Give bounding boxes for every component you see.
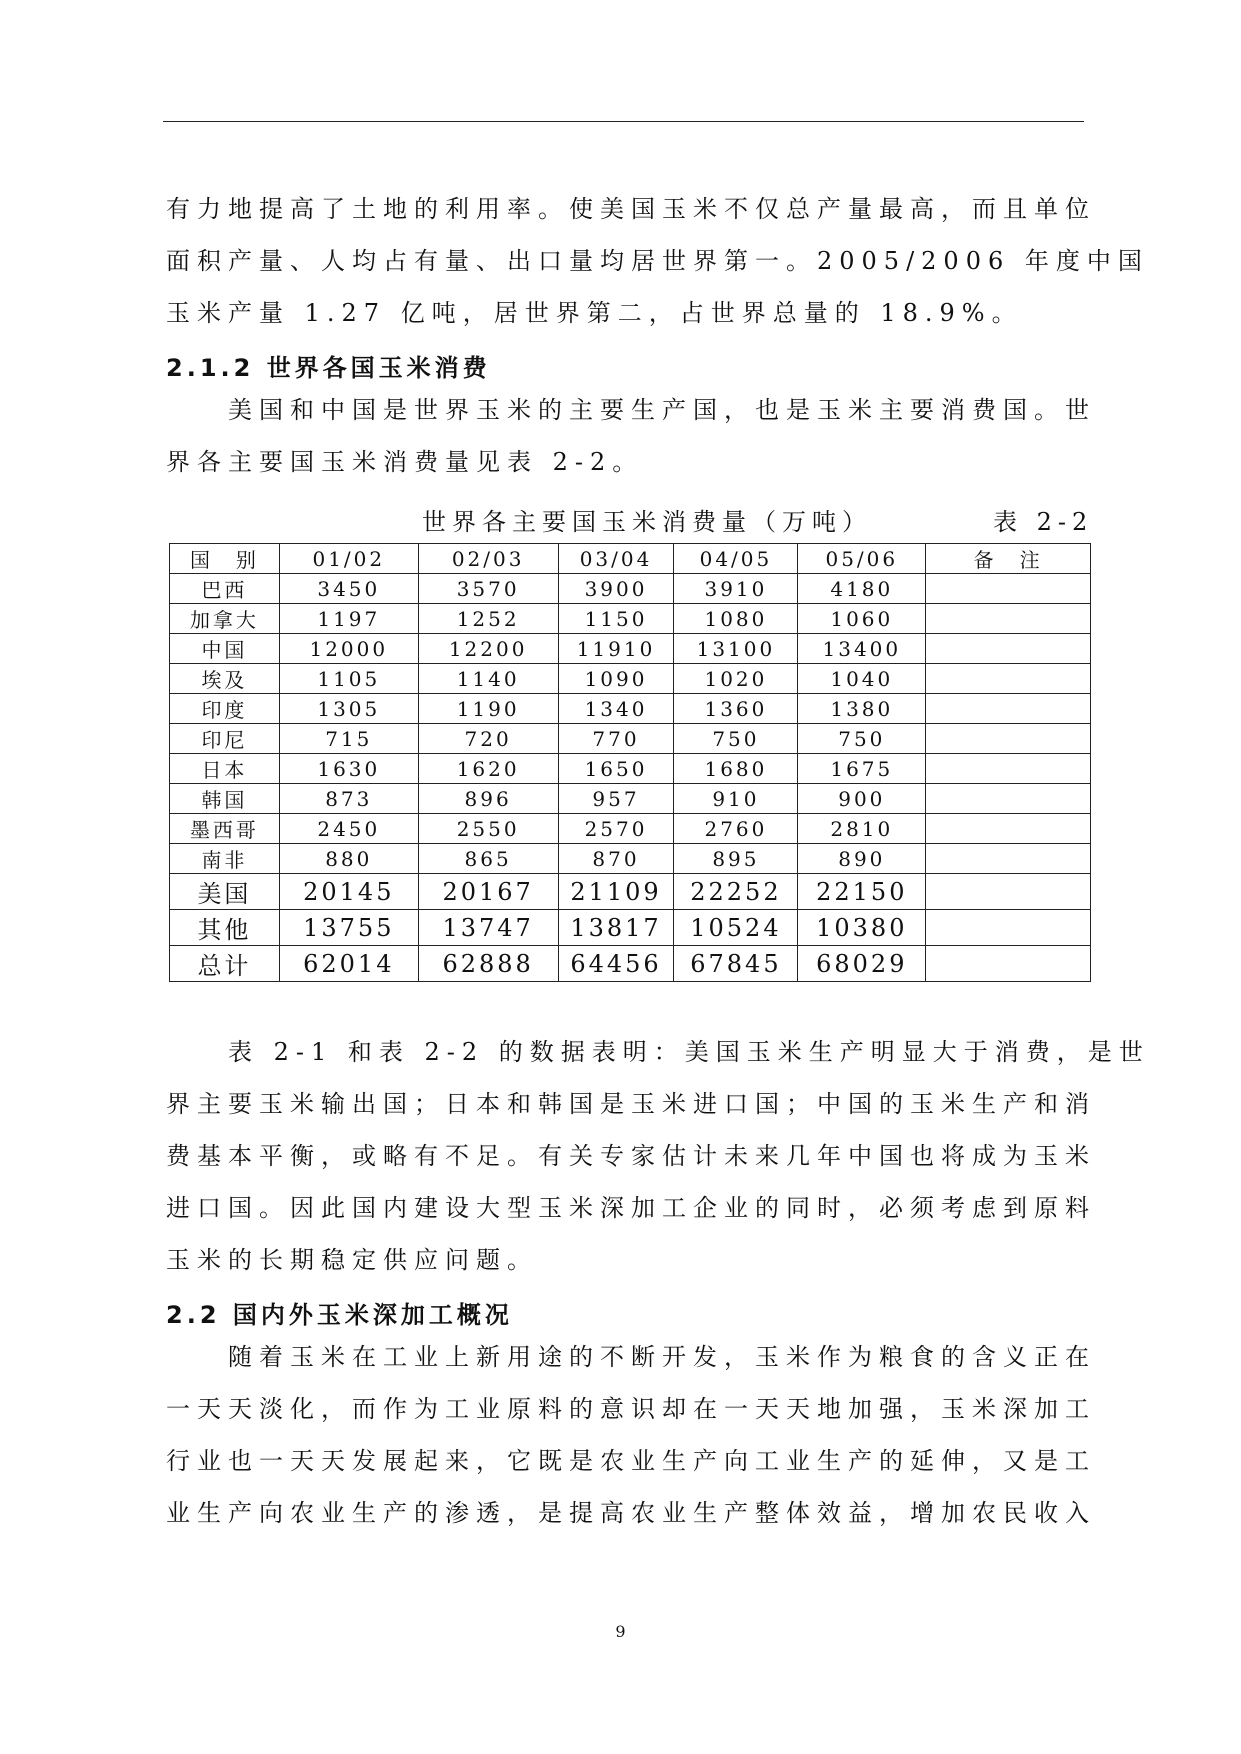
table-cell: 62888 (418, 946, 558, 982)
table-cell: 1190 (418, 694, 558, 724)
table-cell: 870 (558, 844, 674, 874)
table-cell: 13817 (558, 910, 674, 946)
table-cell: 68029 (798, 946, 926, 982)
table-row (170, 724, 1091, 754)
table-cell (926, 844, 1091, 874)
table-cell: 南非 (170, 844, 280, 874)
column-header: 国 别 (170, 544, 280, 574)
table-cell: 1630 (279, 754, 418, 784)
table-cell: 62014 (279, 946, 418, 982)
table-cell: 其他 (170, 910, 280, 946)
table-cell: 715 (279, 724, 418, 754)
table-cell (926, 874, 1091, 910)
table-cell: 1675 (798, 754, 926, 784)
table-cell: 1197 (279, 604, 418, 634)
table-cell: 中国 (170, 634, 280, 664)
table-cell: 890 (798, 844, 926, 874)
table-cell: 10524 (674, 910, 798, 946)
table-cell: 1620 (418, 754, 558, 784)
table-cell: 3570 (418, 574, 558, 604)
table-cell: 20145 (279, 874, 418, 910)
table-cell (926, 634, 1091, 664)
table-row (170, 874, 1091, 910)
table-cell (926, 574, 1091, 604)
section-heading-2-1-2: 2.1.2 世界各国玉米消费 (166, 354, 491, 382)
text-line: 进口国。因此国内建设大型玉米深加工企业的同时，必须考虑到原料 (166, 1194, 1096, 1222)
column-header: 01/02 (279, 544, 418, 574)
table-cell: 3900 (558, 574, 674, 604)
table-cell: 2810 (798, 814, 926, 844)
table-cell: 1305 (279, 694, 418, 724)
table-row (170, 946, 1091, 982)
table-cell: 21109 (558, 874, 674, 910)
text-line: 美国和中国是世界玉米的主要生产国，也是玉米主要消费国。世 (228, 396, 1096, 424)
paragraph-4 (166, 1331, 1096, 1539)
table-cell (926, 910, 1091, 946)
table-cell: 11910 (558, 634, 674, 664)
table-cell: 1140 (418, 664, 558, 694)
table-cell: 865 (418, 844, 558, 874)
table-row (170, 604, 1091, 634)
table-cell: 1060 (798, 604, 926, 634)
table-cell: 750 (674, 724, 798, 754)
paragraph-2 (166, 384, 1096, 488)
text-line: 随着玉米在工业上新用途的不断开发，玉米作为粮食的含义正在 (228, 1343, 1096, 1371)
table-cell: 13755 (279, 910, 418, 946)
corn-consumption-table (169, 543, 1091, 982)
table-cell: 1150 (558, 604, 674, 634)
table-cell: 64456 (558, 946, 674, 982)
table-cell: 1105 (279, 664, 418, 694)
table-cell: 720 (418, 724, 558, 754)
table-row (170, 634, 1091, 664)
table-cell (926, 724, 1091, 754)
table-row (170, 664, 1091, 694)
text-line: 一天天淡化，而作为工业原料的意识却在一天天地加强，玉米深加工 (166, 1395, 1096, 1423)
table-cell: 2760 (674, 814, 798, 844)
table-cell: 1360 (674, 694, 798, 724)
table-cell: 12000 (279, 634, 418, 664)
table-cell: 10380 (798, 910, 926, 946)
table-cell: 22150 (798, 874, 926, 910)
table-cell: 日本 (170, 754, 280, 784)
table-cell: 总计 (170, 946, 280, 982)
text-line: 玉米的长期稳定供应问题。 (166, 1246, 538, 1274)
column-header: 04/05 (674, 544, 798, 574)
table-row (170, 910, 1091, 946)
table-cell (926, 694, 1091, 724)
table-row (170, 754, 1091, 784)
table-cell: 873 (279, 784, 418, 814)
column-header: 05/06 (798, 544, 926, 574)
table-cell: 910 (674, 784, 798, 814)
table-cell: 13747 (418, 910, 558, 946)
table-cell: 67845 (674, 946, 798, 982)
table-cell: 4180 (798, 574, 926, 604)
table-cell: 896 (418, 784, 558, 814)
table-cell: 2450 (279, 814, 418, 844)
table-cell: 美国 (170, 874, 280, 910)
table-cell: 13400 (798, 634, 926, 664)
table-cell: 2550 (418, 814, 558, 844)
table-cell: 1650 (558, 754, 674, 784)
table-cell: 1090 (558, 664, 674, 694)
table-cell: 印尼 (170, 724, 280, 754)
table-cell (926, 784, 1091, 814)
table-cell (926, 604, 1091, 634)
table-cell (926, 814, 1091, 844)
table-cell: 750 (798, 724, 926, 754)
text-line: 业生产向农业生产的渗透，是提高农业生产整体效益，增加农民收入 (166, 1499, 1096, 1527)
text-line: 有力地提高了土地的利用率。使美国玉米不仅总产量最高，而且单位 (166, 195, 1096, 223)
table-cell: 加拿大 (170, 604, 280, 634)
section-heading-2-2: 2.2 国内外玉米深加工概况 (166, 1301, 513, 1329)
text-line: 界各主要国玉米消费量见表 2-2。 (166, 448, 644, 476)
table-row (170, 574, 1091, 604)
table-cell: 957 (558, 784, 674, 814)
table-cell: 印度 (170, 694, 280, 724)
table-cell: 1040 (798, 664, 926, 694)
column-header: 02/03 (418, 544, 558, 574)
text-line: 玉米产量 1.27 亿吨，居世界第二，占世界总量的 18.9%。 (166, 299, 1023, 327)
table-row (170, 844, 1091, 874)
page-number: 9 (615, 1622, 626, 1641)
table-cell (926, 754, 1091, 784)
text-line: 面积产量、人均占有量、出口量均居世界第一。2005/2006 年度中国 (166, 247, 1149, 275)
table-cell (926, 664, 1091, 694)
table-cell: 770 (558, 724, 674, 754)
header-rule (163, 121, 1084, 122)
table-cell: 2570 (558, 814, 674, 844)
column-header: 03/04 (558, 544, 674, 574)
table-row (170, 694, 1091, 724)
paragraph-3 (166, 1026, 1150, 1286)
text-line: 行业也一天天发展起来，它既是农业生产向工业生产的延伸，又是工 (166, 1447, 1096, 1475)
table-cell: 880 (279, 844, 418, 874)
table-row (170, 814, 1091, 844)
table-row (170, 784, 1091, 814)
text-line: 表 2-1 和表 2-2 的数据表明：美国玉米生产明显大于消费，是世 (228, 1038, 1150, 1066)
table-cell: 埃及 (170, 664, 280, 694)
table-header-row (170, 544, 1091, 574)
table-cell: 韩国 (170, 784, 280, 814)
table-label: 表 2-2 (993, 508, 1094, 536)
table-cell: 1020 (674, 664, 798, 694)
table-cell (926, 946, 1091, 982)
table-cell: 1680 (674, 754, 798, 784)
table-cell: 895 (674, 844, 798, 874)
paragraph-1 (166, 183, 1149, 339)
table-caption: 世界各主要国玉米消费量（万吨） (422, 508, 872, 536)
text-line: 费基本平衡，或略有不足。有关专家估计未来几年中国也将成为玉米 (166, 1142, 1096, 1170)
table-cell: 900 (798, 784, 926, 814)
table-cell: 12200 (418, 634, 558, 664)
column-header: 备 注 (926, 544, 1091, 574)
table-cell: 20167 (418, 874, 558, 910)
table-cell: 22252 (674, 874, 798, 910)
text-line: 界主要玉米输出国；日本和韩国是玉米进口国；中国的玉米生产和消 (166, 1090, 1096, 1118)
table-cell: 1252 (418, 604, 558, 634)
table-cell: 墨西哥 (170, 814, 280, 844)
table-cell: 3450 (279, 574, 418, 604)
table-cell: 1080 (674, 604, 798, 634)
table-cell: 1340 (558, 694, 674, 724)
table-cell: 巴西 (170, 574, 280, 604)
table-cell: 1380 (798, 694, 926, 724)
table-cell: 13100 (674, 634, 798, 664)
table-cell: 3910 (674, 574, 798, 604)
